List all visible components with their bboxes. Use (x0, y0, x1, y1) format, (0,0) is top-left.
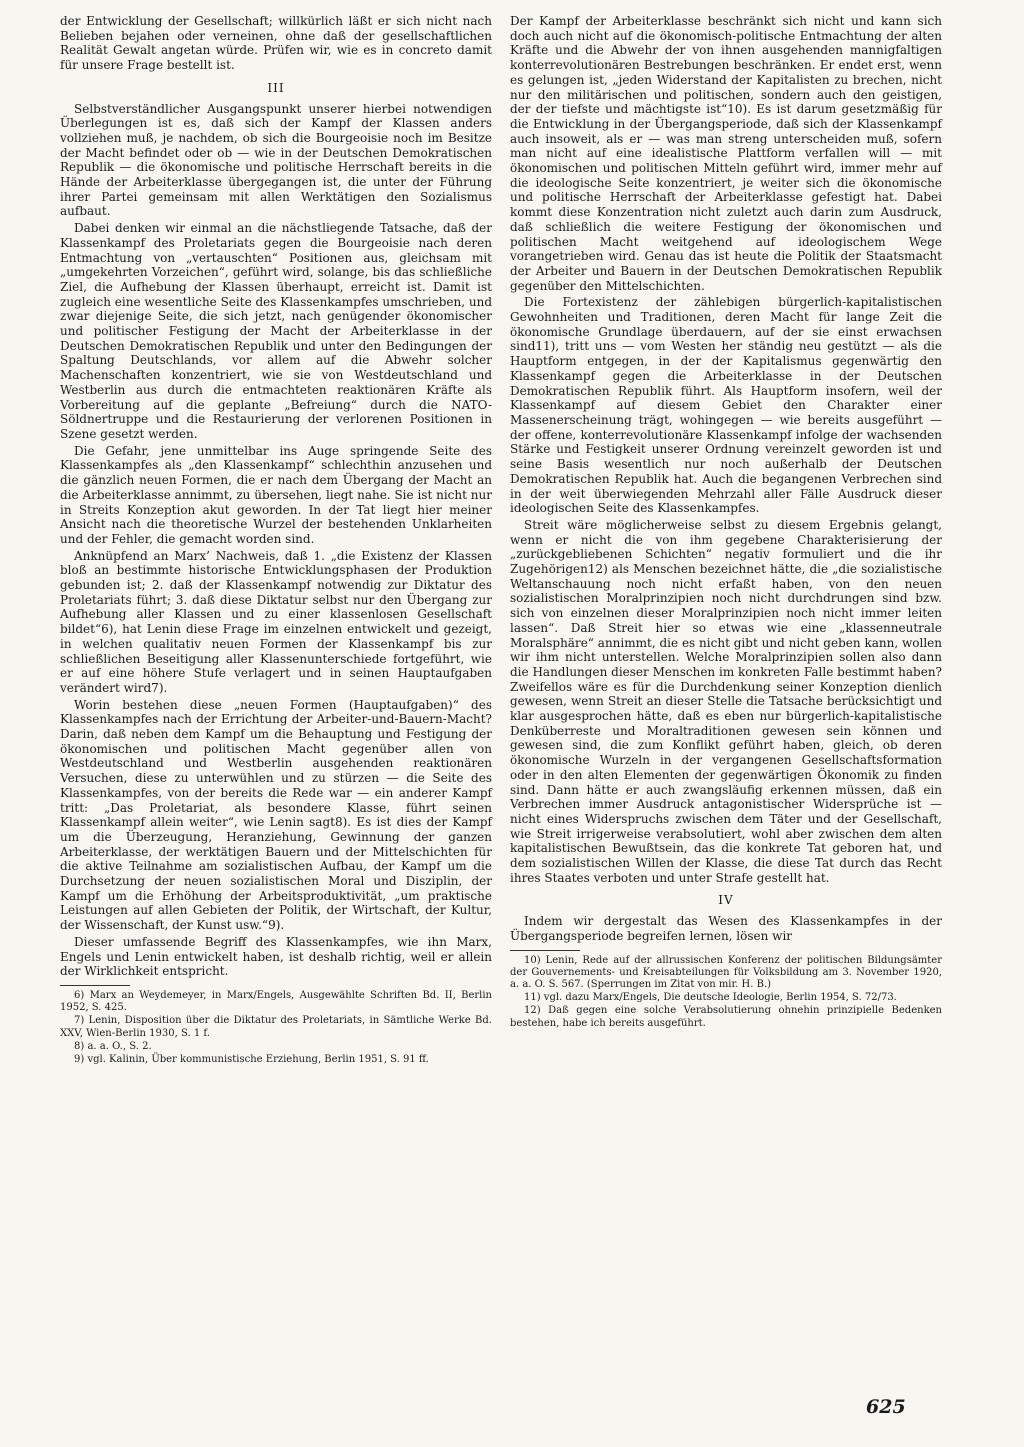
footnote: 7) Lenin, Disposition über die Diktatur des Proletariats, in Sämtliche Werke Bd. XXV, Wien-Berlin 1930, S. 1 f. (60, 1015, 492, 1039)
paragraph: Indem wir dergestalt das Wesen des Klassenkampfes in der Übergangsperiode begreifen lernen, lösen wir (510, 914, 942, 943)
section-heading-iii: III (267, 80, 285, 95)
paragraph: Worin bestehen diese „neuen Formen (Hauptaufgaben)“ des Klassenkampfes nach der Errichtung der Arbeiter-und-Bauern-Macht? Darin, daß neben dem Kampf um die Behauptung und Festigung der ökonomischen und politischen Macht gegenüber allen von Westdeutschland und Westberlin ausgehenden reaktionären Versuchen, diese zu unterwühlen und zu stürzen — die Seite des Klassenkampfes, von der bereits die Rede war — ein anderer Kampf tritt: „Das Proletariat, als besondere Klasse, führt seinen Klassenkampf allein weiter“, wie Lenin sagt8). Es ist dies der Kampf um die Überzeugung, Heranziehung, Gewinnung der ganzen Arbeiterklasse, der werktätigen Bauern und der Mittelschichten für die aktive Teilnahme am sozialistischen Aufbau, der Kampf um die Durchsetzung der neuen sozialistischen Moral und Disziplin, der Kampf um die Erhöhung der Arbeitsproduktivität, „um praktische Leistungen auf allen Gebieten der Politik, der Wirtschaft, der Kultur, der Wissenschaft, der Kunst usw.“9). (60, 697, 492, 933)
paragraph: Streit wäre möglicherweise selbst zu diesem Ergebnis gelangt, wenn er nicht die von ihm gegebene Charakterisierung der „zurückgebliebenen Schichten“ negativ formuliert und die ihr Zugehörigen12) als Menschen bezeichnet hätte, die „die sozialistische Weltanschauung noch nicht erfaßt haben, von den neuen sozialistischen Moralprinzipien noch nicht durchdrungen sind bzw. sich von einzelnen dieser Moralprinzipien noch nicht immer leiten lassen“. Daß Streit hier so etwas wie eine „klassenneutrale Moralsphäre“ annimmt, die es nicht gibt und nicht geben kann, wollen wir ihm nicht unterstellen. Welche Moralprinzipien sollen also dann die Handlungen dieser Menschen im konkreten Falle bestimmt haben? Zweifellos wäre es für die Durchdenkung seiner Konzeption dienlich gewesen, wenn Streit an dieser Stelle die Tatsache berücksichtigt und klar ausgesprochen hätte, daß es eben nur bürgerlich-kapitalistische Denküberreste und Moraltraditionen gewesen sein können und gewesen sind, die zum Konflikt geführt haben, gleich, ob deren ökonomische Wurzeln in der vergangenen Gesellschaftsformation oder in den alten Elementen der gegenwärtigen Ökonomik zu finden sind. Dann hätte er auch zwangsläufig erkennen müssen, daß ein Verbrechen immer Ausdruck antagonistischer Widersprüche ist — nicht eines Widerspruchs zwischen dem Täter und der Gesellschaft, wie Streit irrigerweise verabsolutiert, wohl aber zwischen dem alten kapitalistischen Bewußtsein, das die konkrete Tat geboren hat, und dem sozialistischen Willen der Klasse, die diese Tat durch das Recht ihres Staates verboten und unter Strafe gestellt hat. (510, 517, 942, 885)
footnote: 6) Marx an Weydemeyer, in Marx/Engels, Ausgewählte Schriften Bd. II, Berlin 1952, S. 425. (60, 990, 492, 1014)
footnote: 8) a. a. O., S. 2. (74, 1040, 152, 1052)
section-heading-iv: IV (718, 893, 734, 908)
paragraph: Dieser umfassende Begriff des Klassenkampfes, wie ihn Marx, Engels und Lenin entwickelt haben, ist deshalb richtig, weil er allein der Wirklichkeit entspricht. (60, 934, 492, 979)
footnote: 11) vgl. dazu Marx/Engels, Die deutsche Ideologie, Berlin 1954, S. 72/73. (524, 992, 897, 1004)
paragraph: Anknüpfend an Marx’ Nachweis, daß 1. „die Existenz der Klassen bloß an bestimmte historische Entwicklungsphasen der Produktion gebunden ist; 2. daß der Klassenkampf notwendig zur Diktatur des Proletariats führt; 3. daß diese Diktatur selbst nur den Übergang zur Aufhebung aller Klassen und zu einer klassenlosen Gesellschaft bildet“6), hat Lenin diese Frage im einzelnen entwickelt und gezeigt, in welchen qualitativ neuen Formen der Klassenkampf bis zur schließlichen Beseitigung aller Klassenunterschiede fortgeführt, wie er auf eine höhere Stufe verlagert und in seinen Hauptaufgaben verändert wird7). (60, 548, 492, 695)
left-column (60, 14, 492, 1067)
footnote-divider (60, 985, 130, 986)
footnotes-left (60, 990, 492, 1066)
page-number: 625 (866, 1396, 906, 1418)
paragraph: Die Fortexistenz der zählebigen bürgerlich-kapitalistischen Gewohnheiten und Traditionen, deren Macht für lange Zeit die ökonomische Grundlage überdauern, auf der sie einst erwachsen sind11), tritt uns — vom Westen her ständig neu gestützt — als die Hauptform entgegen, in der der Kapitalismus gegenwärtig den Klassenkampf gegen die Arbeiterklasse in der Deutschen Demokratischen Republik führt. Als Hauptform insofern, weil der Klassenkampf auf diesem Gebiet den Charakter einer Massenerscheinung trägt, wohingegen — wie bereits ausgeführt — der offene, konterrevolutionäre Klassenkampf infolge der wachsenden Stärke und Festigkeit unserer Ordnung vereinzelt geworden ist und seine Basis wesentlich nur noch außerhalb der Deutschen Demokratischen Republik hat. Auch die begangenen Verbrechen sind in der weit überwiegenden Mehrzahl aller Fälle Ausdruck dieser ideologischen Seite des Klassenkampfes. (510, 295, 942, 516)
paragraph: Die Gefahr, jene unmittelbar ins Auge springende Seite des Klassenkampfes als „den Klassenkampf“ schlechthin anzusehen und die gänzlich neuen Formen, die er nach dem Übergang der Macht an die Arbeiterklasse annimmt, zu übersehen, liegt nahe. Sie ist nicht nur in Streits Konzeption akut geworden. In der Tat liegt hier meiner Ansicht nach die theoretische Wurzel der bestehenden Unklarheiten und der Fehler, die gemacht worden sind. (60, 443, 492, 546)
paragraph: Dabei denken wir einmal an die nächstliegende Tatsache, daß der Klassenkampf des Proletariats gegen die Bourgeoisie nach deren Entmachtung von „vertauschten“ Positionen aus, gleichsam mit „umgekehrten Vorzeichen“, geführt wird, solange, bis das schließliche Ziel, die Aufhebung der Klassen überhaupt, erreicht ist. Damit ist zugleich eine wesentliche Seite des Klassenkampfes umschrieben, und zwar diejenige Seite, die sich jetzt, nach genügender ökonomischer und politischer Festigung der Macht der Arbeiterklasse in der Deutschen Demokratischen Republik und unter den Bedingungen der Spaltung Deutschlands, vor allem auf die Abwehr solcher Machenschaften konzentriert, wie sie von Westdeutschland und Westberlin aus durch die entmachteten reaktionären Kräfte als Vorbereitung auf die geplante „Befreiung“ durch die NATO-Söldnertruppe und die Restaurierung der verlorenen Positionen in Szene gesetzt werden. (60, 221, 493, 441)
right-column (510, 14, 942, 1031)
footnote: 12) Daß gegen eine solche Verabsolutierung ohnehin prinzipielle Bedenken bestehen, habe ich bereits ausgeführt. (510, 1005, 942, 1029)
paragraph: der Entwicklung der Gesellschaft; willkürlich läßt er sich nicht nach Belieben bejahen oder verneinen, ohne daß der gesellschaftlichen Realität Gewalt angetan würde. Prüfen wir, wie es in concreto damit für unsere Frage bestellt ist. (60, 14, 492, 73)
footnote: 10) Lenin, Rede auf der allrussischen Konferenz der politischen Bildungsämter der Gouvernements- und Kreisabteilungen für Volksbildung am 3. November 1920, a. a. O. S. 567. (Sperrungen im Zitat von mir. H. B.) (510, 954, 942, 990)
footnotes-right (510, 955, 942, 1030)
paragraph: Der Kampf der Arbeiterklasse beschränkt sich nicht und kann sich doch auch nicht auf die ökonomisch-politische Entmachtung der alten Kräfte und die Abwehr der von ihnen ausgehenden mannigfaltigen konterrevolutionären Bestrebungen beschränken. Er endet erst, wenn es gelungen ist, „jeden Widerstand der Kapitalisten zu brechen, nicht nur den militärischen und politischen, sondern auch den geistigen, der der tiefste und mächtigste ist“10). Es ist darum gesetzmäßig für die Entwicklung in der Übergangsperiode, daß sich der Klassenkampf auch insoweit, als er — was man streng unterscheiden muß, sofern man nicht auf eine idealistische Plattform verfallen will — mit ökonomischen und politischen Mitteln geführt wird, immer mehr auf die ideologische Seite konzentriert, je weiter sich die ökonomische und politische Herrschaft der Arbeiterklasse gefestigt hat. Dabei kommt diese Konzentration nicht zuletzt auch darin zum Ausdruck, daß schließlich die weitere Festigung der ökonomischen und politischen Macht weitgehend auf ideologischem Wege vorangetrieben wird. Genau das ist heute die Politik der Staatsmacht der Arbeiter und Bauern in der Deutschen Demokratischen Republik gegenüber den Mittelschichten. (510, 14, 942, 293)
footnote: 9) vgl. Kalinin, Über kommunistische Erziehung, Berlin 1951, S. 91 ff. (74, 1054, 429, 1066)
paragraph: Selbstverständlicher Ausgangspunkt unserer hierbei notwendigen Überlegungen ist es, daß sich der Kampf der Klassen anders vollziehen muß, je nachdem, ob sich die Bourgeoisie noch im Besitze der Macht befindet oder ob — wie in der Deutschen Demokratischen Republik — die ökonomische und politische Herrschaft bereits in die Hände der Arbeiterklasse übergegangen ist, die unter der Führung ihrer Partei gemeinsam mit allen Werktätigen den Sozialismus aufbaut. (60, 101, 492, 219)
footnote-divider (510, 950, 580, 951)
